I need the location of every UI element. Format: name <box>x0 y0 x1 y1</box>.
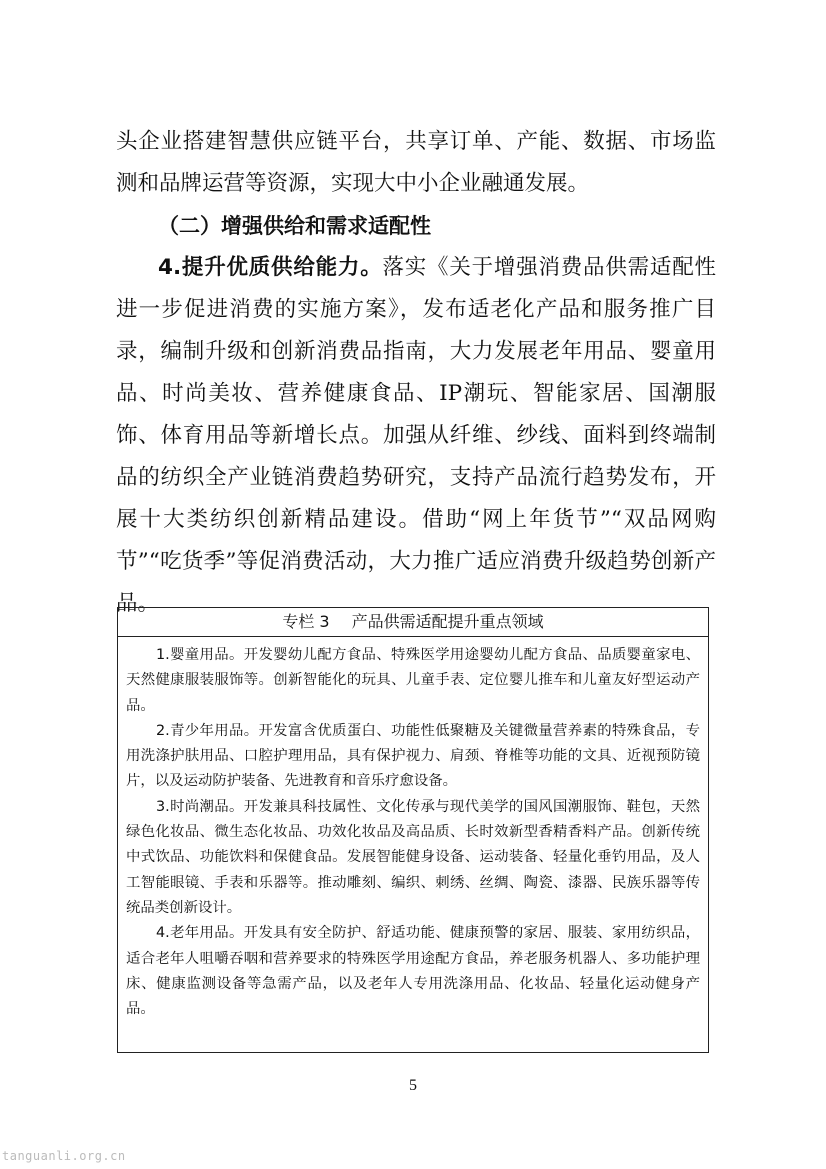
list-item <box>126 921 700 1022</box>
item-category: 4.老年用品。 <box>156 925 244 942</box>
item-text: 开发兼具科技属性、文化传承与现代美学的国风国潮服饰、鞋包，天然绿色化妆品、微生态化妆品、功效化妆品及高品质、长时效新型香精香料产品。创新传统中式饮品、功能饮料和保健食品。发展智能健身设备、运动装备、轻量化垂钓用品，及人工智能眼镜、手表和乐器等。推动雕刻、编织、刺绣、丝绸、陶瓷、漆器、民族乐器等传统品类创新设计。 <box>126 798 700 916</box>
item-category: 2.青少年用品。 <box>156 722 259 739</box>
page-number: 5 <box>409 1077 417 1094</box>
item-text: 开发具有安全防护、舒适功能、健康预警的家居、服装、家用纺织品，适合老年人咀嚼吞咽和营养要求的特殊医学用途配方食品，养老服务机器人、多功能护理床、健康监测设备等急需产品，以及老年人专用洗涤用品、化妆品、轻量化运动健身产品。 <box>126 925 700 1018</box>
watermark: tanguanli.org.cn <box>2 1149 126 1163</box>
paragraph-continuation: 头企业搭建智慧供应链平台，共享订单、产能、数据、市场监测和品牌运营等资源，实现大中小企业融通发展。 <box>116 129 716 196</box>
section-heading: （二）增强供给和需求适配性 <box>158 214 431 238</box>
column-box <box>117 607 709 1053</box>
column-title: 产品供需适配提升重点领域 <box>351 612 544 631</box>
paragraph-supply-capacity <box>116 247 716 625</box>
item-category: 1.婴童用品。 <box>156 647 244 663</box>
column-box-body <box>118 637 708 1022</box>
item-text: 开发婴幼儿配方食品、特殊医学用途婴幼儿配方食品、品质婴童家电、天然健康服装服饰等。创新智能化的玩具、儿童手表、定位婴儿推车和儿童友好型运动产品。 <box>126 647 700 714</box>
item-category: 3.时尚潮品。 <box>156 798 244 815</box>
paragraph-lead: 4.提升优质供给能力。 <box>158 255 383 280</box>
column-box-title <box>118 608 708 637</box>
column-label: 专栏 3 <box>282 612 330 631</box>
list-item <box>126 643 700 719</box>
paragraph-body: 落实《关于增强消费品供需适配性进一步促进消费的实施方案》，发布适老化产品和服务推广目录，编制升级和创新消费品指南，大力发展老年用品、婴童用品、时尚美妆、营养健康食品、IP潮玩、智能家居、国潮服饰、体育用品等新增长点。加强从纤维、纱线、面料到终端制品的纺织全产业链消费趋势研究，支持产品流行趋势发布，开展十大类纺织创新精品建设。借助“网上年货节”“双品网购节”“吃货季”等促消费活动，大力推广适应消费升级趋势创新产品。 <box>116 255 716 616</box>
list-item <box>126 719 700 795</box>
item-text: 开发富含优质蛋白、功能性低聚糖及关键微量营养素的特殊食品，专用洗涤护肤用品、口腔护理用品，具有保护视力、肩颈、脊椎等功能的文具、近视预防镜片，以及运动防护装备、先进教育和音乐疗愈设备。 <box>126 722 700 790</box>
list-item <box>126 795 700 921</box>
